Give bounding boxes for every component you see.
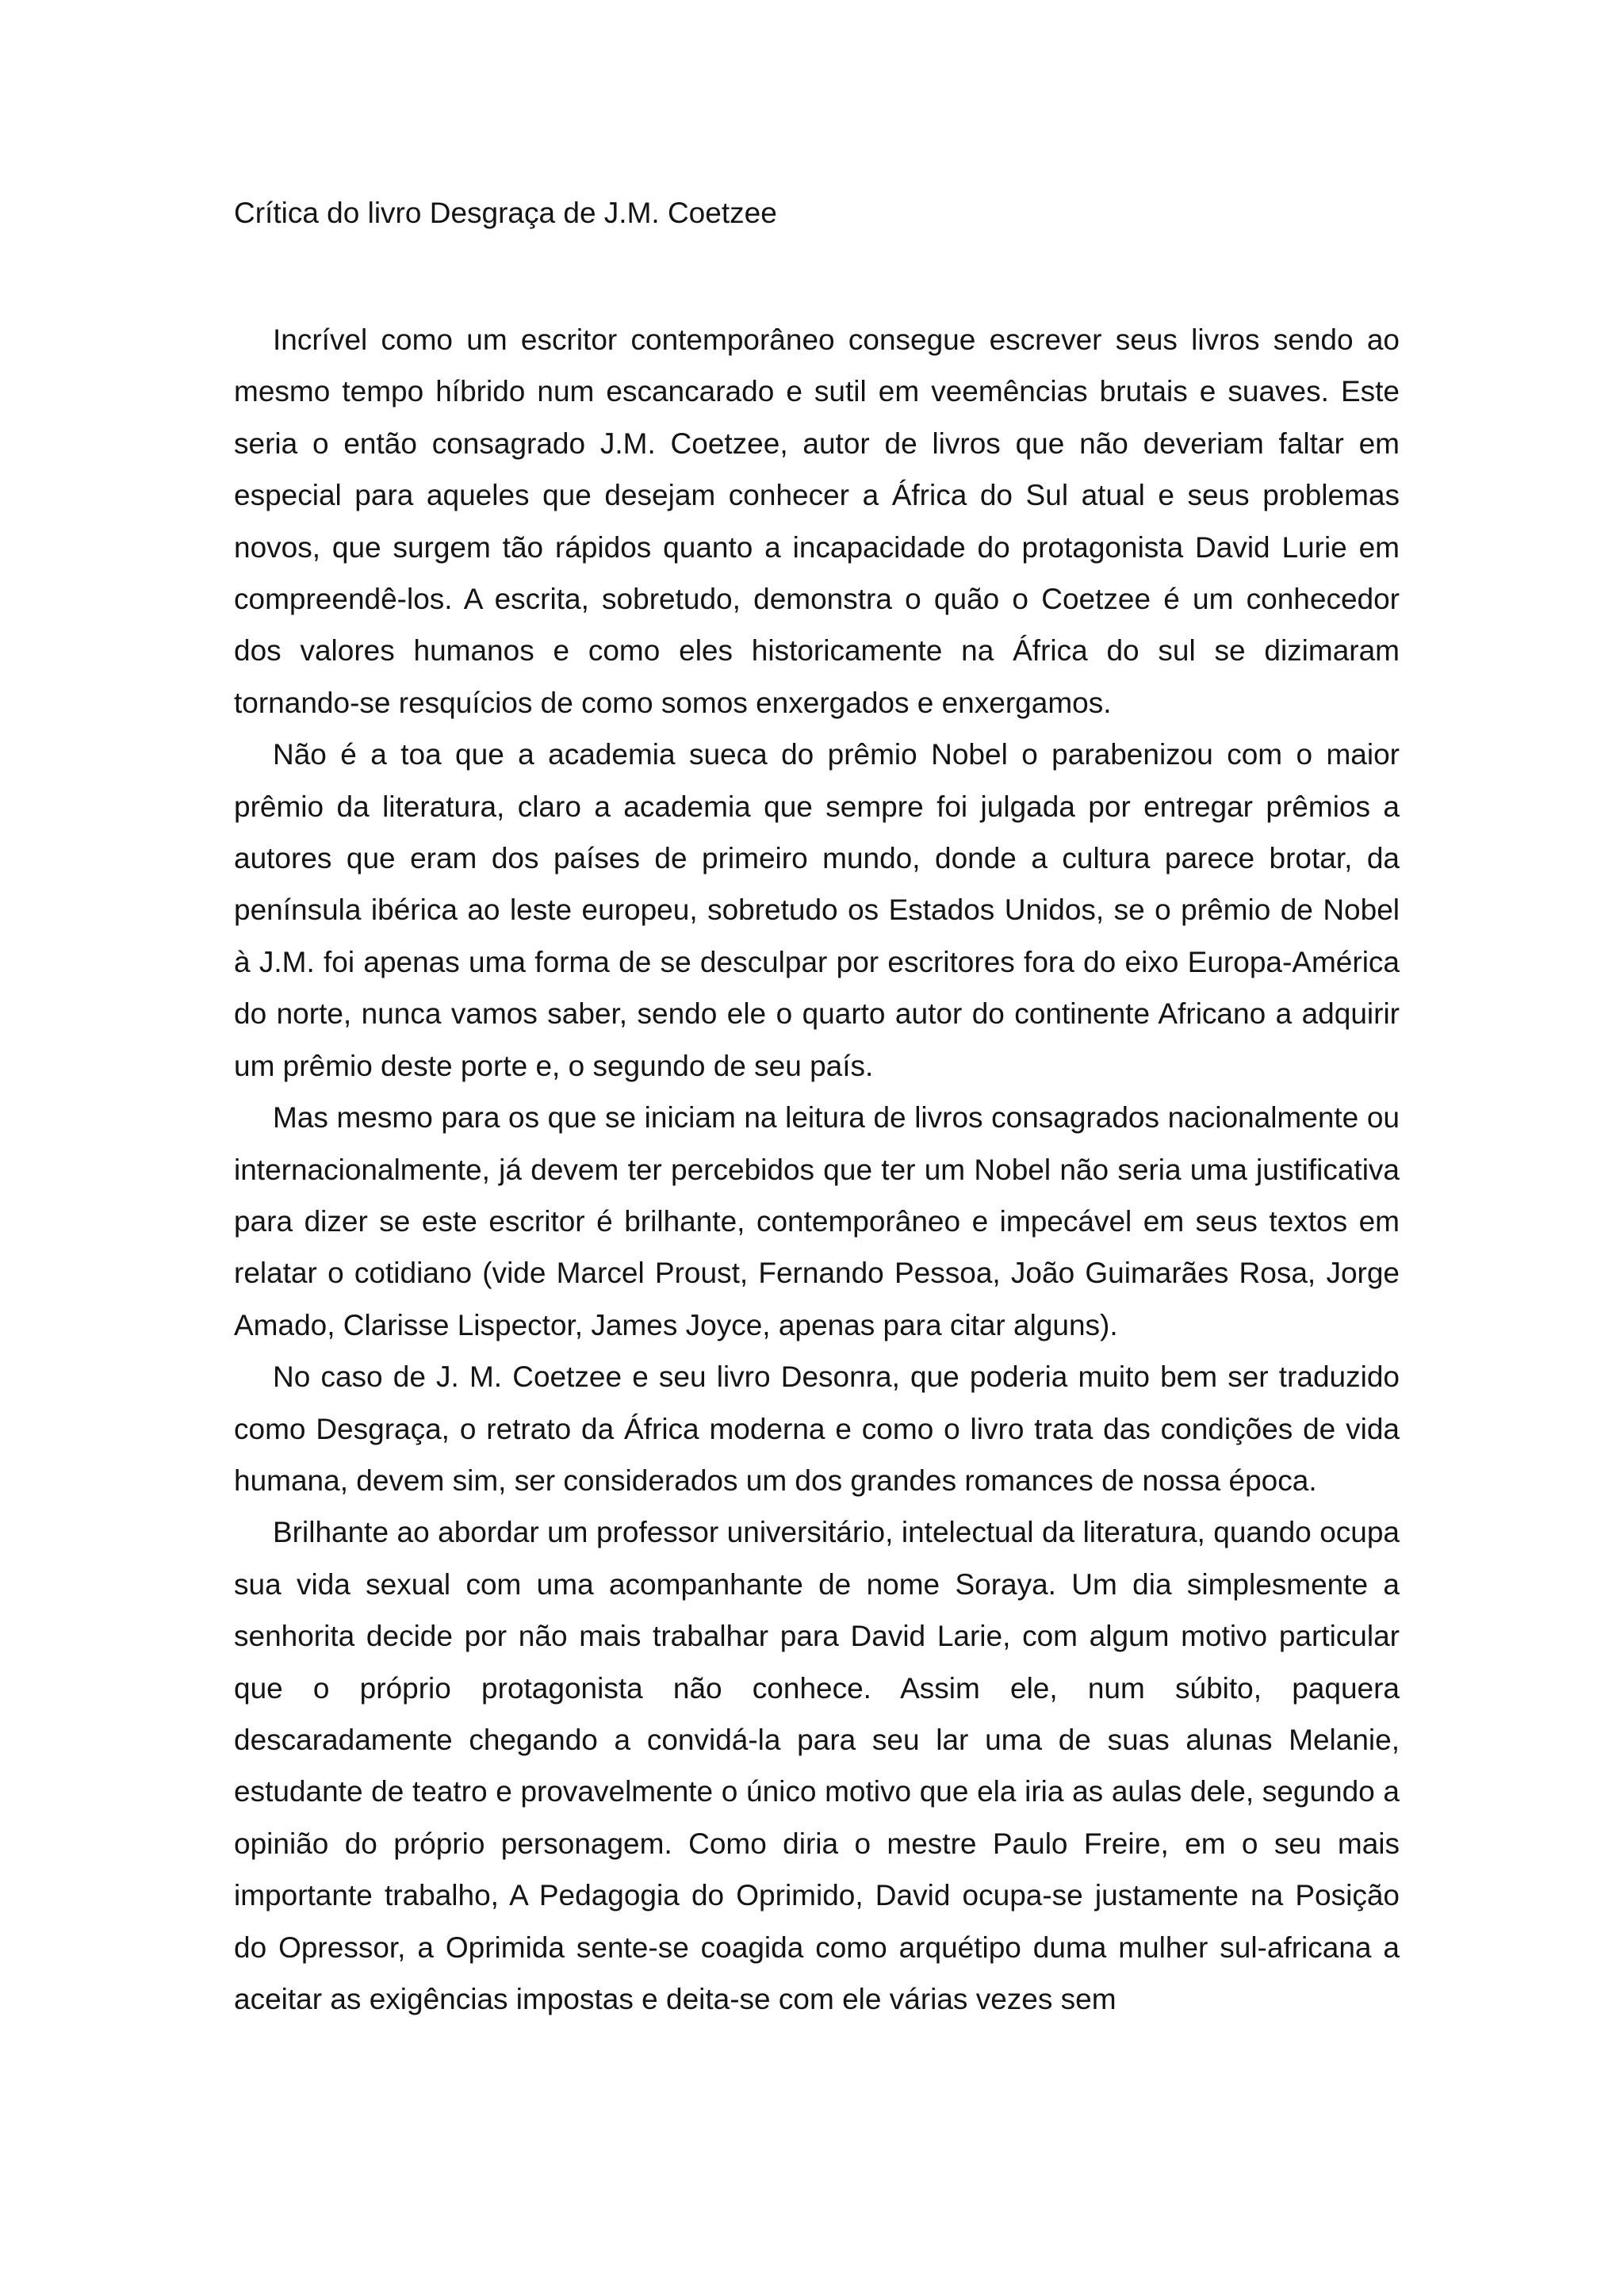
document-content xyxy=(234,187,1400,2025)
paragraph-intro: Incrível como um escritor contemporâneo consegue escrever seus livros sendo ao mesmo tempo híbrido num escancarado e sutil em veemências brutais e suaves. Este seria o então consagrado J.M. Coetzee, autor de livros que não deveriam faltar em especial para aqueles que desejam conhecer a África do Sul atual e seus problemas novos, que surgem tão rápidos quanto a incapacidade do protagonista David Lurie em compreendê-los. A escrita, sobretudo, demonstra o quão o Coetzee é um conhecedor dos valores humanos e como eles historicamente na África do sul se dizimaram tornando-se resquícios de como somos enxergados e enxergamos. xyxy=(234,323,1400,719)
paragraph-plot: Brilhante ao abordar um professor universitário, intelectual da literatura, quando ocupa sua vida sexual com uma acompanhante de nome Soraya. Um dia simplesmente a senhorita decide por não mais trabalhar para David Larie, com algum motivo particular que o próprio protagonista não conhece. Assim ele, num súbito, paquera descaradamente chegando a convidá-la para seu lar uma de suas alunas Melanie, estudante de teatro e provavelmente o único motivo que ela iria as aulas dele, segundo a opinião do próprio personagem. Como diria o mestre Paulo Freire, em o seu mais importante trabalho, A Pedagogia do Oprimido, David ocupa-se justamente na Posição do Opressor, a Oprimida sente-se coagida como arquétipo duma mulher sul-africana a aceitar as exigências impostas e deita-se com ele várias vezes sem xyxy=(234,1516,1400,2015)
document-body xyxy=(234,314,1400,2025)
paragraph-readers: Mas mesmo para os que se iniciam na leitura de livros consagrados nacionalmente ou internacionalmente, já devem ter percebidos que ter um Nobel não seria uma justificativa para dizer se este escritor é brilhante, contemporâneo e impecável em seus textos em relatar o cotidiano (vide Marcel Proust, Fernando Pessoa, João Guimarães Rosa, Jorge Amado, Clarisse Lispector, James Joyce, apenas para citar alguns). xyxy=(234,1101,1400,1341)
paragraph-nobel: Não é a toa que a academia sueca do prêmio Nobel o parabenizou com o maior prêmio da literatura, claro a academia que sempre foi julgada por entregar prêmios a autores que eram dos países de primeiro mundo, donde a cultura parece brotar, da península ibérica ao leste europeu, sobretudo os Estados Unidos, se o prêmio de Nobel à J.M. foi apenas uma forma de se desculpar por escritores fora do eixo Europa-América do norte, nunca vamos saber, sendo ele o quarto autor do continente Africano a adquirir um prêmio deste porte e, o segundo de seu país. xyxy=(234,738,1400,1082)
document-title: Crítica do livro Desgraça de J.M. Coetzee xyxy=(234,197,777,229)
paragraph-desonra: No caso de J. M. Coetzee e seu livro Desonra, que poderia muito bem ser traduzido como Desgraça, o retrato da África moderna e como o livro trata das condições de vida humana, devem sim, ser considerados um dos grandes romances de nossa época. xyxy=(234,1360,1400,1497)
